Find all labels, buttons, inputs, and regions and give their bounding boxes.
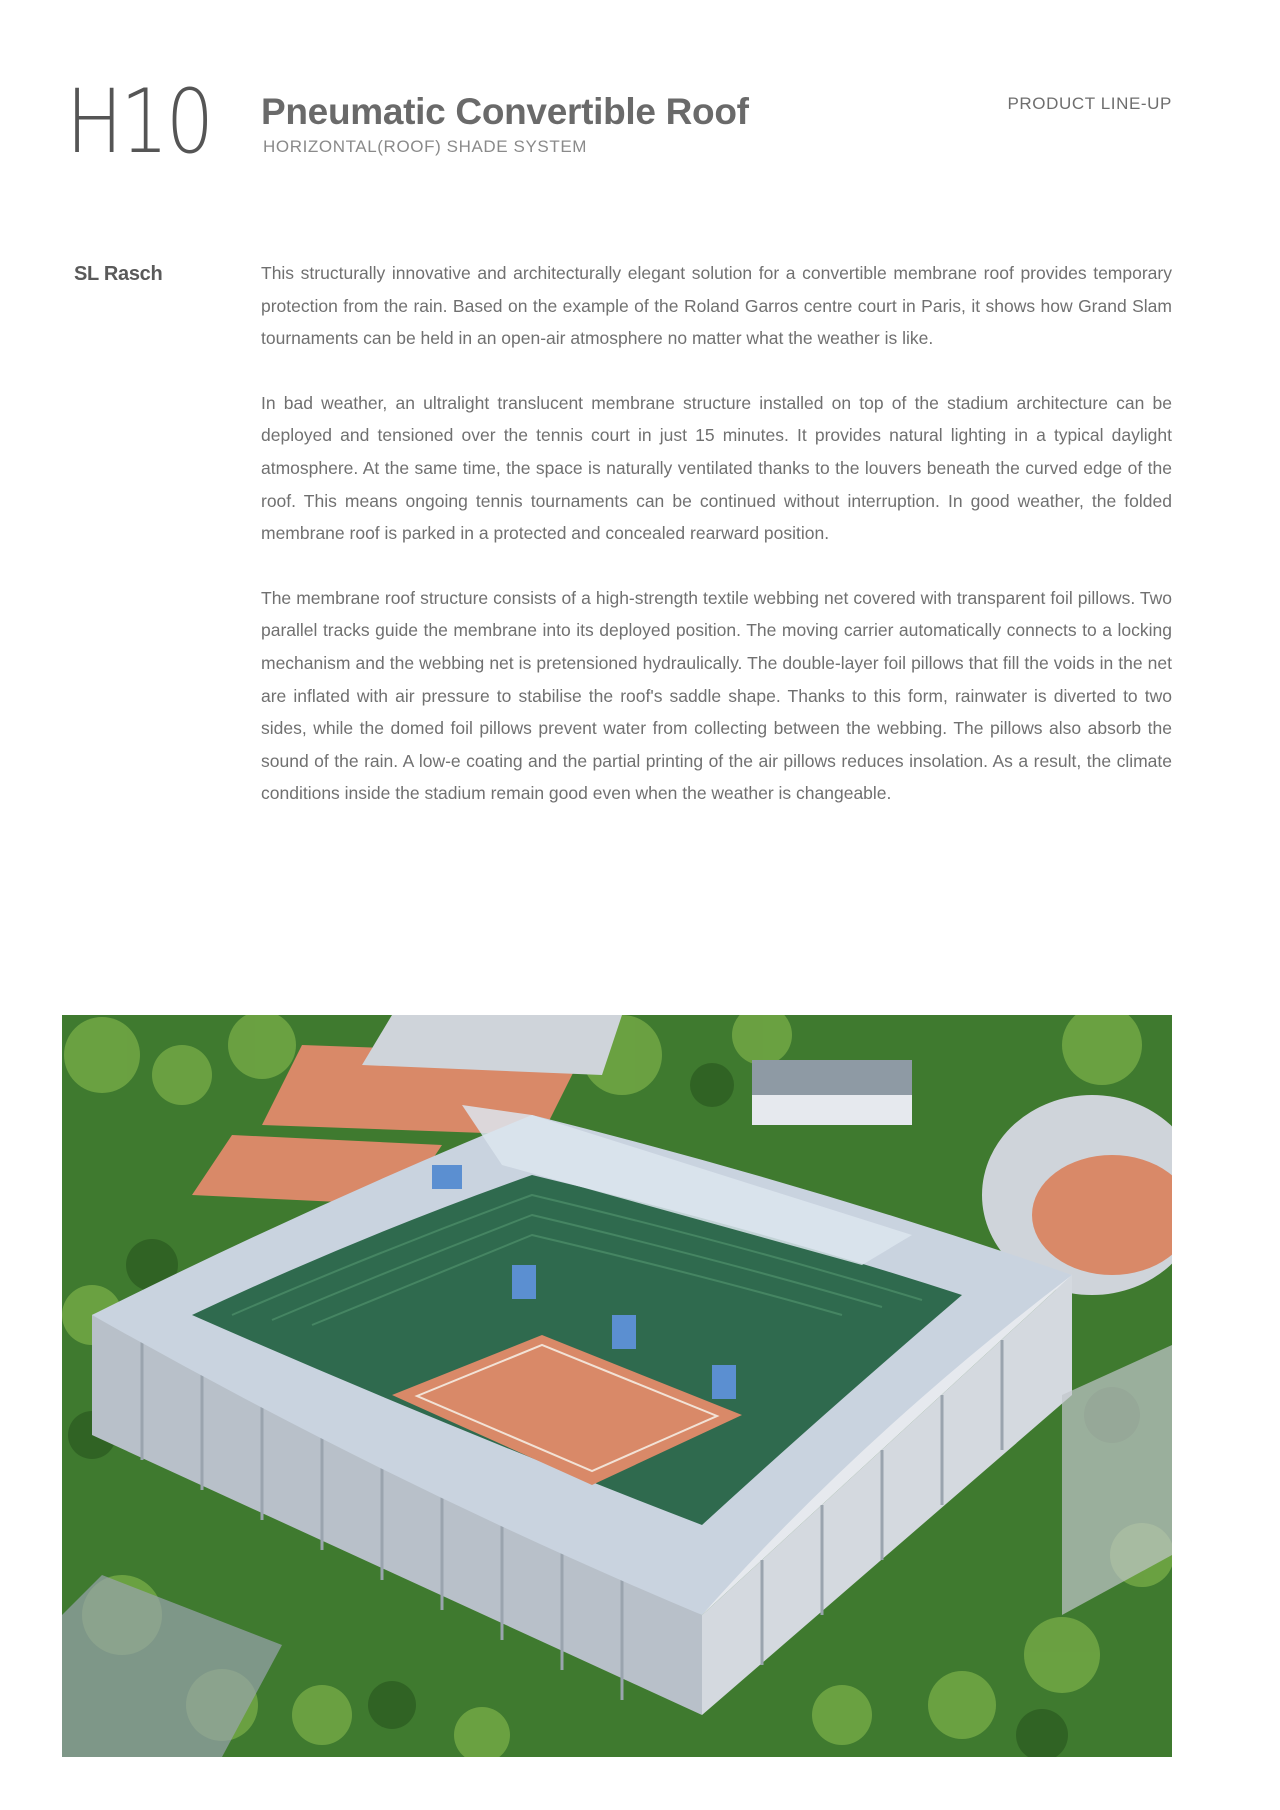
page-subtitle: HORIZONTAL(ROOF) SHADE SYSTEM xyxy=(263,137,588,156)
section-label: PRODUCT LINE-UP xyxy=(1007,94,1172,113)
page-title: Pneumatic Convertible Roof xyxy=(261,91,749,132)
body-text xyxy=(261,257,1172,842)
stadium-photo xyxy=(62,1015,1172,1757)
author-name: SL Rasch xyxy=(74,263,163,285)
paragraph: In bad weather, an ultralight translucent membrane structure installed on top of the stadium architecture can be deployed and tensioned over the tennis court in just 15 minutes. It provides natural lighting in a typical daylight atmosphere. At the same time, the space is naturally ventilated thanks to the louvers beneath the curved edge of the roof. This means ongoing tennis tournaments can be continued without interruption. In good weather, the folded membrane roof is parked in a protected and concealed rearward position. xyxy=(261,392,1172,544)
paragraph: This structurally innovative and architecturally elegant solution for a convertible membrane roof provides temporary protection from the rain. Based on the example of the Roland Garros centre court in Paris, it shows how Grand Slam tournaments can be held in an open-air atmosphere no matter what the weather is like. xyxy=(261,263,1172,349)
paragraph: The membrane roof structure consists of a high-strength textile webbing net covered with transparent foil pillows. Two parallel tracks guide the membrane into its deployed position. The moving carrier automatically connects to a locking mechanism and the webbing net is pretensioned hydraulically. The double-layer foil pillows that fill the voids in the net are inflated with air pressure to stabilise the roof's saddle shape. Thanks to this form, rainwater is diverted to two sides, while the domed foil pillows prevent water from collecting between the webbing. The pillows also absorb the sound of the rain. A low-e coating and the partial printing of the air pillows reduces insolation. As a result, the climate conditions inside the stadium remain good even when the weather is changeable. xyxy=(261,587,1172,804)
product-code: H10 xyxy=(66,70,212,173)
stadium-aerial-illustration xyxy=(62,1015,1172,1757)
